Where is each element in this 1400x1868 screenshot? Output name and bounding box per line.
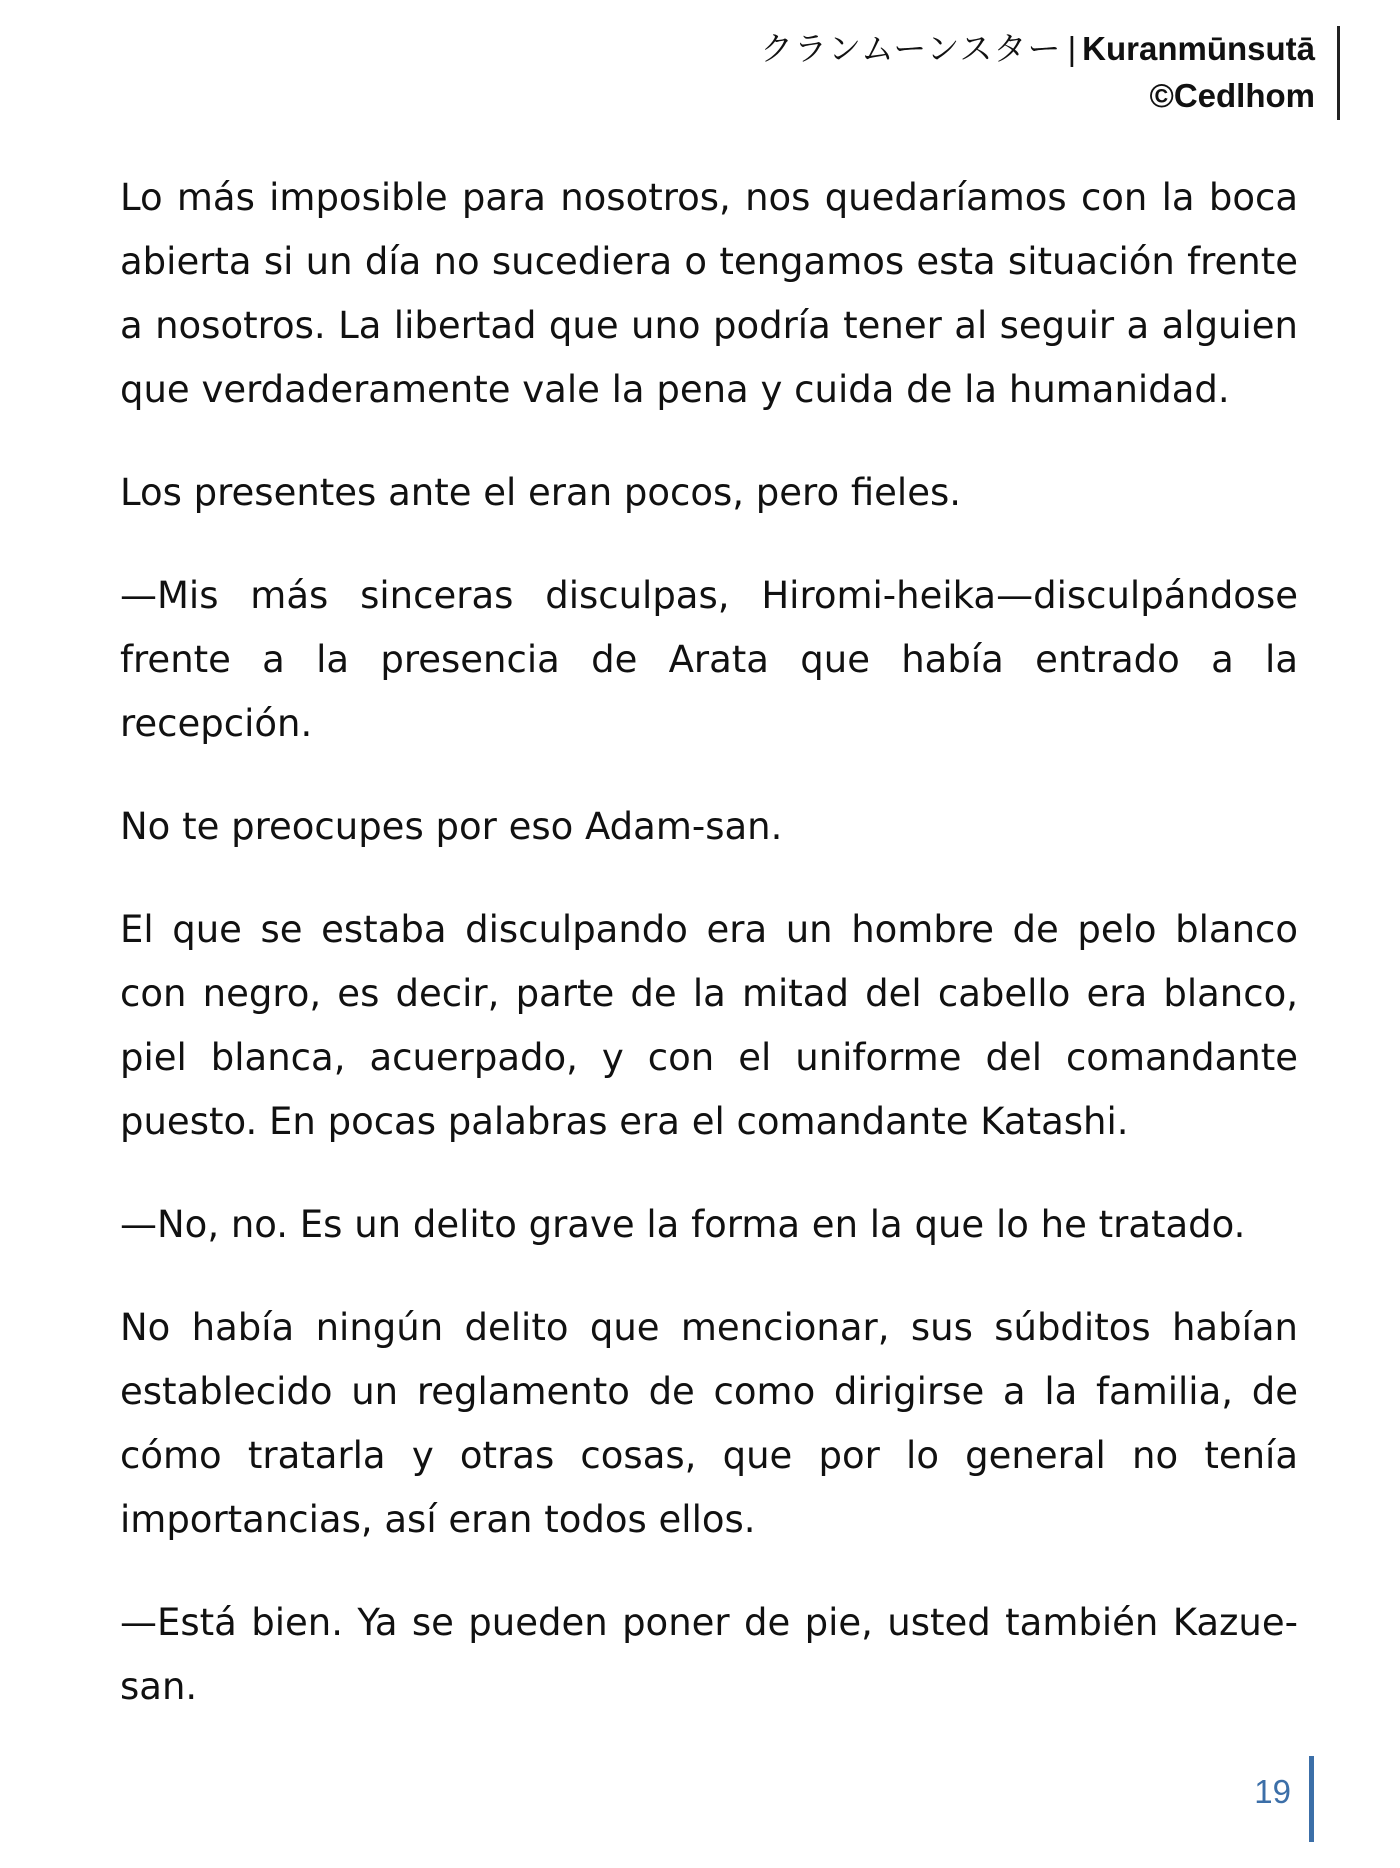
header-copyright: ©Cedlhom	[1149, 76, 1315, 114]
paragraph-2: Los presentes ante el eran pocos, pero fieles.	[120, 471, 962, 514]
paragraph-1: Lo más imposible para nosotros, nos quedaríamos con la boca abierta si un día no sucediera o tengamos esta situación frente a nosotros. La libertad que uno podría tener al seguir a alguien que verdaderamente vale la pena y cuida de la humanidad.	[120, 176, 1298, 411]
paragraph-4: No te preocupes por eso Adam-san.	[120, 805, 783, 848]
header-title-romaji: Kuranmūnsutā	[1082, 30, 1315, 67]
paragraph-3: —Mis más sinceras disculpas, Hiromi-heika—disculpándose frente a la presencia de Arata que había entrado a la recepción.	[120, 574, 1298, 745]
document-body	[120, 166, 1298, 1758]
page-header	[760, 26, 1340, 120]
paragraph-7: No había ningún delito que mencionar, sus súbditos habían establecido un reglamento de como dirigirse a la familia, de cómo tratarla y otras cosas, que por lo general no tenía importancias, así eran todos ellos.	[120, 1306, 1298, 1541]
page-number: 19	[1254, 1756, 1314, 1842]
paragraph-8: —Está bien. Ya se pueden poner de pie, usted también Kazue-san.	[120, 1601, 1298, 1708]
header-title-japanese: クランムーンスター	[760, 29, 1062, 68]
paragraph-6: —No, no. Es un delito grave la forma en la que lo he tratado.	[120, 1203, 1246, 1246]
paragraph-5: El que se estaba disculpando era un hombre de pelo blanco con negro, es decir, parte de la mitad del cabello era blanco, piel blanca, acuerpado, y con el uniforme del comandante puesto. En pocas palabras era el comandante Katashi.	[120, 908, 1298, 1143]
header-separator: |	[1067, 30, 1077, 67]
header-title-line	[760, 26, 1315, 73]
